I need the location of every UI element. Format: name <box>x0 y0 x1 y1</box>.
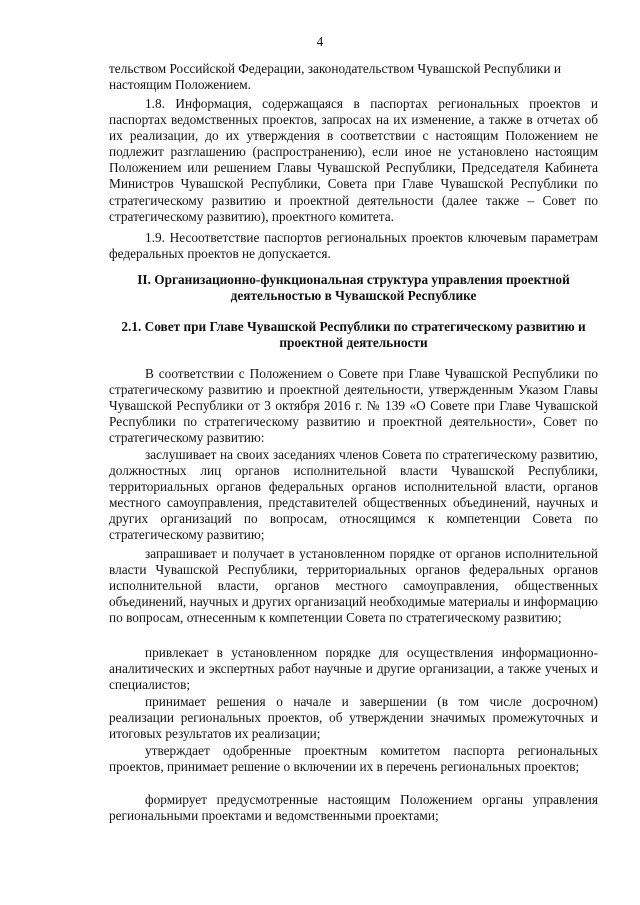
subsection-heading: 2.1. Совет при Главе Чувашской Республики по стратегическому развитию и проектной деятельности <box>121 319 586 351</box>
page-number: 4 <box>316 34 324 49</box>
paragraph-1-8: 1.8. Информация, содержащаяся в паспортах региональных проектов и паспортах ведомственных проектов, запросах на их изменение, а также в отчетах об их реализации, до их утверждения в соответствии с настоящим Положением не подлежит разглашению (распространению), если иное не установлено настоящим Положением или решением Главы Чувашской Республики, Председателя Кабинета Министров Чувашской Республики, Совета при Главе Чувашской Республики по стратегическому развитию и проектной деятельности (далее также – Совет по стратегическому развитию), проектного комитета. <box>109 96 598 224</box>
intro-paragraph: В соответствии с Положением о Совете при Главе Чувашской Республики по стратегическому развитию и проектной деятельности, утвержденным Указом Главы Чувашской Республики от 3 октября 2016 г. № 139 «О Совете при Главе Чувашской Республики по стратегическому развитию и проектной деятельности», Совет по стратегическому развитию: <box>109 366 598 446</box>
list-item: запрашивает и получает в установленном порядке от органов исполнительной власти Чувашской Республики, территориальных органов федеральных органов исполнительной власти, органов местного самоуправления, общественных объединений, научных и других организаций необходимые материалы и информацию по вопросам, отнесенным к компетенции Совета по стратегическому развитию; <box>109 546 598 626</box>
list-item: формирует предусмотренные настоящим Положением органы управления региональными проектами и ведомственными проектами; <box>109 792 598 824</box>
list-item: привлекает в установленном порядке для осуществления информационно-аналитических и экспертных работ научные и другие организации, а также ученых и специалистов; <box>109 645 598 693</box>
list-item: утверждает одобренные проектным комитетом паспорта региональных проектов, принимает решение о включении их в перечень региональных проектов; <box>109 743 598 775</box>
list-item: заслушивает на своих заседаниях членов Совета по стратегическому развитию, должностных лиц органов исполнительной власти Чувашской Республики, территориальных органов федеральных органов исполнительной власти, органов местного самоуправления, представителей общественных объединений, научных и других организаций по вопросам, относящимся к компетенции Совета по стратегическому развитию; <box>109 447 598 543</box>
section-heading: II. Организационно-функциональная структура управления проектной деятельностью в Чувашской Республике <box>137 272 570 304</box>
list-item: принимает решения о начале и завершении (в том числе досрочном) реализации региональных проектов, об утверждении значимых промежуточных и итоговых результатов их реализации; <box>109 694 598 742</box>
paragraph-1-9: 1.9. Несоответствие паспортов региональных проектов ключевым параметрам федеральных проектов не допускается. <box>109 230 598 262</box>
paragraph-continuation: тельством Российской Федерации, законодательством Чувашской Республики и настоящим Положением. <box>109 61 561 93</box>
